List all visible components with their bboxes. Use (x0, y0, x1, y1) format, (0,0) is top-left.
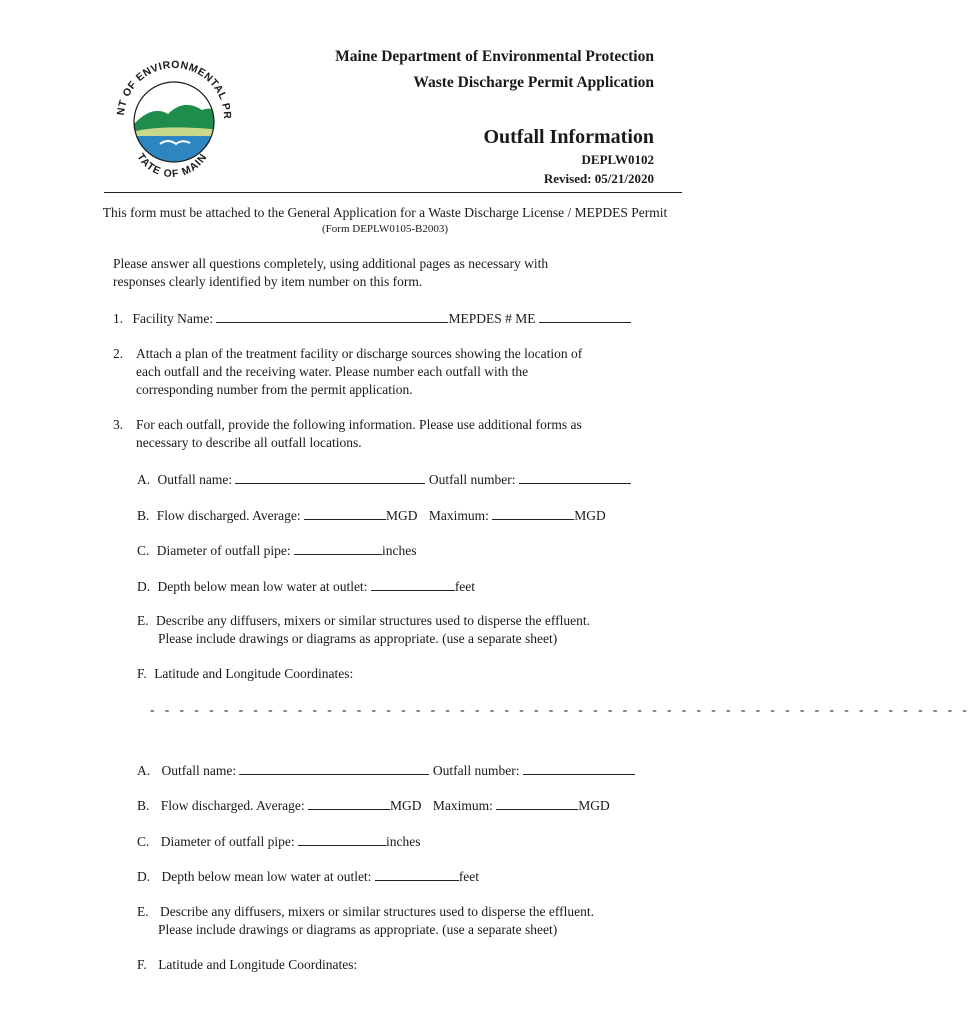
diffusers-instruction-line-2: Please include drawings or diagrams as appropriate. (use a separate sheet) (158, 631, 558, 646)
mgd-unit: MGD (385, 508, 418, 523)
mepdes-label: MEPDES # ME (448, 311, 536, 326)
outfall-2-depth-field[interactable] (375, 867, 459, 881)
outfall-1-item-c (137, 541, 416, 560)
outfall-number-label: Outfall number: (432, 763, 520, 778)
mepdes-number-field[interactable] (539, 309, 631, 323)
outfall-1-item-b (137, 506, 606, 525)
question-1 (113, 309, 631, 328)
mgd-unit: MGD (578, 798, 610, 813)
form-code: DEPLW0102 (581, 152, 654, 167)
intro-line-1: Please answer all questions completely, using additional pages as necessary with (113, 256, 549, 271)
outfall-2-item-e (137, 903, 594, 921)
facility-name-field[interactable] (216, 309, 448, 323)
q3-line-2: necessary to describe all outfall locations. (136, 435, 362, 450)
maine-dep-seal-logo (102, 40, 242, 190)
item-letter: D. (137, 869, 151, 884)
outfall-1-item-e (137, 612, 590, 630)
flow-average-label: Flow discharged. Average: (156, 508, 301, 523)
outfall-1-flow-maximum-field[interactable] (492, 506, 574, 520)
outfall-name-label: Outfall name: (161, 763, 237, 778)
item-letter: B. (137, 798, 150, 813)
outfall-2-pipe-diameter-field[interactable] (298, 832, 386, 846)
q2-line-3: corresponding number from the permit application. (136, 382, 413, 397)
outfall-2-item-f (137, 956, 357, 974)
q1-number: 1. (113, 311, 124, 326)
q2-line-2: each outfall and the receiving water. Please number each outfall with the (136, 364, 529, 379)
item-letter: C. (137, 543, 150, 558)
pipe-diameter-label: Diameter of outfall pipe: (156, 543, 291, 558)
pipe-diameter-label: Diameter of outfall pipe: (160, 834, 295, 849)
item-letter: A. (137, 472, 151, 487)
seal-text-bottom: TATE OF MAIN (134, 151, 210, 181)
form-title: Outfall Information (483, 126, 654, 148)
outlet-depth-label: Depth below mean low water at outlet: (157, 579, 368, 594)
outfall-2-flow-maximum-field[interactable] (496, 796, 578, 810)
outfall-separator: - - - - - - - - - - - - - - - - - - - - - - - - - - - - - - - - - - - - - - - - - - - - - - - - - - - - - - - - (150, 702, 970, 717)
mgd-unit: MGD (574, 508, 606, 523)
diffusers-instruction-line-2: Please include drawings or diagrams as appropriate. (use a separate sheet) (158, 922, 558, 937)
outfall-1-item-d (137, 577, 475, 596)
item-letter: F. (137, 666, 147, 681)
outfall-1-depth-field[interactable] (371, 577, 455, 591)
feet-unit: feet (454, 579, 476, 594)
outfall-1-flow-average-field[interactable] (304, 506, 386, 520)
flow-maximum-label: Maximum: (428, 508, 489, 523)
item-letter: E. (137, 904, 149, 919)
q2-line-1: Attach a plan of the treatment facility or discharge sources showing the location of (136, 346, 583, 361)
outfall-2-flow-average-field[interactable] (308, 796, 390, 810)
outfall-name-label: Outfall name: (157, 472, 233, 487)
flow-maximum-label: Maximum: (432, 798, 493, 813)
item-letter: F. (137, 957, 147, 972)
inches-unit: inches (381, 543, 417, 558)
outfall-1-item-a (137, 470, 631, 489)
attachment-notice: This form must be attached to the General Application for a Waste Discharge License / MEPDES Permit (102, 205, 668, 220)
outfall-1-name-field[interactable] (235, 470, 425, 484)
revised-date: Revised: 05/21/2020 (543, 171, 654, 186)
facility-name-label: Facility Name: (132, 311, 214, 326)
item-letter: D. (137, 579, 151, 594)
q3-line-1: For each outfall, provide the following information. Please use additional forms as (136, 417, 582, 432)
outlet-depth-label: Depth below mean low water at outlet: (161, 869, 372, 884)
outfall-1-number-field[interactable] (519, 470, 631, 484)
item-letter: E. (137, 613, 149, 628)
outfall-2-name-field[interactable] (239, 761, 429, 775)
flow-average-label: Flow discharged. Average: (160, 798, 305, 813)
agency-name: Maine Department of Environmental Protection (335, 48, 654, 65)
outfall-number-label: Outfall number: (428, 472, 516, 487)
coordinates-label: Latitude and Longitude Coordinates: (158, 957, 358, 972)
item-letter: C. (137, 834, 150, 849)
outfall-1-item-f (137, 665, 353, 683)
inches-unit: inches (385, 834, 421, 849)
header-divider (104, 192, 682, 193)
outfall-2-item-d (137, 867, 479, 886)
feet-unit: feet (458, 869, 480, 884)
form-reference: (Form DEPLW0105-B2003) (322, 223, 448, 235)
intro-line-2: responses clearly identified by item number on this form. (113, 274, 423, 289)
seal-text-top: NT OF ENVIRONMENTAL PR (114, 58, 234, 120)
application-subtitle: Waste Discharge Permit Application (413, 74, 654, 91)
coordinates-label: Latitude and Longitude Coordinates: (154, 666, 354, 681)
outfall-1-pipe-diameter-field[interactable] (294, 541, 382, 555)
outfall-2-number-field[interactable] (523, 761, 635, 775)
outfall-2-item-c (137, 832, 420, 851)
diffusers-instruction-line-1: Describe any diffusers, mixers or similar structures used to disperse the effluent. (160, 904, 595, 919)
item-letter: A. (137, 763, 151, 778)
mgd-unit: MGD (389, 798, 422, 813)
q3-number: 3. (113, 417, 124, 432)
item-letter: B. (137, 508, 150, 523)
outfall-2-item-a (137, 761, 635, 780)
outfall-2-item-b (137, 796, 610, 815)
q2-number: 2. (113, 346, 124, 361)
diffusers-instruction-line-1: Describe any diffusers, mixers or similar structures used to disperse the effluent. (156, 613, 591, 628)
